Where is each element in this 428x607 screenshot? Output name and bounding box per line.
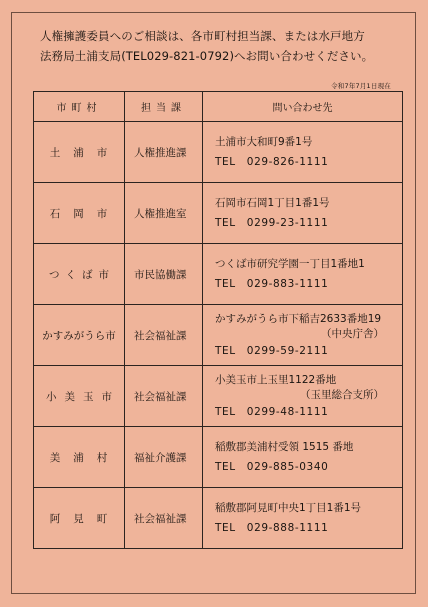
department-cell: 人権推進課	[125, 122, 203, 183]
tel-text: TEL 0299-59-2111	[215, 344, 329, 357]
municipality-cell: 阿見町	[34, 488, 125, 549]
municipality-cell: 美浦村	[34, 427, 125, 488]
municipality-cell: つくば市	[34, 244, 125, 305]
address-text: つくば市研究学園一丁目1番地1	[215, 257, 365, 270]
tel-text: TEL 0299-23-1111	[215, 216, 329, 229]
header-municipality: 市町村	[34, 92, 125, 122]
header-department: 担当課	[125, 92, 203, 122]
table-row	[34, 427, 403, 488]
municipality-cell: 石岡市	[34, 183, 125, 244]
address-text: 小美玉市上玉里1122番地	[215, 373, 337, 386]
table-header-row	[34, 92, 403, 122]
contact-cell	[203, 244, 403, 305]
department-cell: 社会福祉課	[125, 366, 203, 427]
municipality-cell: かすみがうら市	[34, 305, 125, 366]
contact-cell	[203, 488, 403, 549]
department-cell: 人権推進室	[125, 183, 203, 244]
contact-table	[33, 91, 403, 549]
address-text: 稲敷郡美浦村受領 1515 番地	[215, 440, 354, 453]
tel-text: TEL 029-885-0340	[215, 460, 329, 473]
intro-line-1: 人権擁護委員へのご相談は、各市町村担当課、または水戸地方	[40, 29, 365, 43]
address-text: 稲敷郡阿見町中央1丁目1番1号	[215, 501, 362, 514]
department-cell: 社会福祉課	[125, 305, 203, 366]
table-row	[34, 183, 403, 244]
address-text: かすみがうら市下稲吉2633番地19	[215, 312, 382, 325]
contact-cell	[203, 366, 403, 427]
contact-cell	[203, 427, 403, 488]
department-cell: 福祉介護課	[125, 427, 203, 488]
table-row	[34, 488, 403, 549]
intro-text	[40, 26, 410, 66]
tel-text: TEL 029-826-1111	[215, 155, 329, 168]
tel-text: TEL 029-883-1111	[215, 277, 329, 290]
address-note: （玉里総合支所）	[300, 388, 384, 401]
table-row	[34, 305, 403, 366]
table-row	[34, 122, 403, 183]
header-contact: 問い合わせ先	[203, 92, 403, 122]
contact-cell	[203, 183, 403, 244]
table-row	[34, 366, 403, 427]
address-note: （中央庁舎）	[321, 327, 384, 340]
municipality-cell: 小美玉市	[34, 366, 125, 427]
intro-line-2: 法務局土浦支局(TEL029-821-0792)へお問い合わせください。	[40, 49, 374, 63]
contact-cell	[203, 305, 403, 366]
tel-text: TEL 0299-48-1111	[215, 405, 329, 418]
department-cell: 社会福祉課	[125, 488, 203, 549]
contact-cell	[203, 122, 403, 183]
table-row	[34, 244, 403, 305]
address-text: 土浦市大和町9番1号	[215, 135, 313, 148]
municipality-cell: 土浦市	[34, 122, 125, 183]
as-of-date: 令和7年7月1日現在	[331, 82, 391, 90]
department-cell: 市民協働課	[125, 244, 203, 305]
tel-text: TEL 029-888-1111	[215, 521, 329, 534]
address-text: 石岡市石岡1丁目1番1号	[215, 196, 330, 209]
